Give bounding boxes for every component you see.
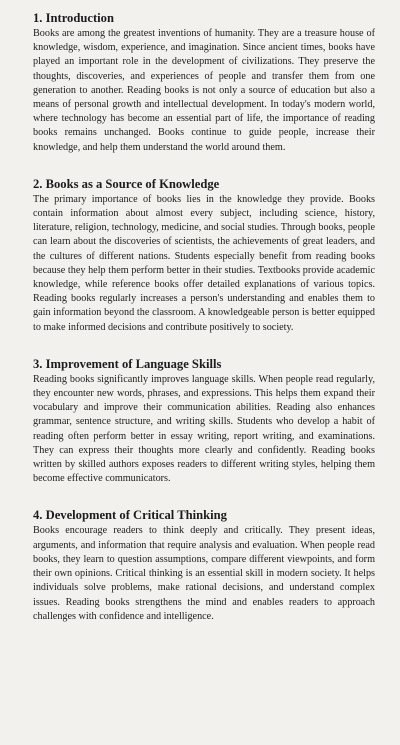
section-introduction <box>33 11 375 155</box>
section-paragraph: The primary importance of books lies in the knowledge they provide. Books contain information about almost every subject, including science, history, literature, religion, technology, medicine, and social studies. Through books, people can learn about the discoveries of scientists, the achievements of great leaders, and the cultures of different nations. Students especially benefit from reading books because they help them perform better in their studies. Textbooks provide academic knowledge, while reference books offer detailed explanations of various topics. Reading books regularly increases a person's understanding and enables them to gain information beyond the classroom. A knowledgeable person is better equipped to make informed decisions and contribute positively to society. <box>33 193 375 333</box>
section-paragraph: Books are among the greatest inventions of humanity. They are a treasure house of knowledge, wisdom, experience, and imagination. Since ancient times, books have played an important role in the development of civilizations. They preserve the thoughts, discoveries, and experiences of people and transfer them from one generation to another. Reading books is not only a source of education but also a means of personal growth and intellectual development. In today's modern world, where technology has become an essential part of life, the importance of reading books remains unchanged. Books continue to guide people, increase their knowledge, and help them understand the world around them. <box>33 28 375 153</box>
section-language-skills <box>33 357 375 487</box>
section-heading: 2. Books as a Source of Knowledge <box>33 176 220 191</box>
section-source-of-knowledge <box>33 177 375 335</box>
section-critical-thinking <box>33 508 375 623</box>
section-heading: 4. Development of Critical Thinking <box>33 508 227 523</box>
section-heading: 3. Improvement of Language Skills <box>33 356 222 371</box>
section-paragraph: Books encourage readers to think deeply and critically. They present ideas, arguments, and information that require analysis and evaluation. When people read books, they learn to question assumptions, compare different viewpoints, and form their own opinions. Critical thinking is an essential skill in modern society. It helps individuals solve problems, make rational decisions, and understand complex issues. Reading books strengthens the mind and enables readers to approach challenges with confidence and intelligence. <box>33 525 375 622</box>
section-heading: 1. Introduction <box>33 11 114 25</box>
section-paragraph: Reading books significantly improves language skills. When people read regularly, they encounter new words, phrases, and expressions. This helps them expand their vocabulary and improve their communication abilities. Reading also enhances grammar, sentence structure, and writing skills. Students who develop a habit of reading often perform better in essay writing, report writing, and examinations. They can express their thoughts more clearly and confidently. Reading books written by skilled authors exposes readers to different writing styles, helping them become effective communicators. <box>33 373 375 485</box>
